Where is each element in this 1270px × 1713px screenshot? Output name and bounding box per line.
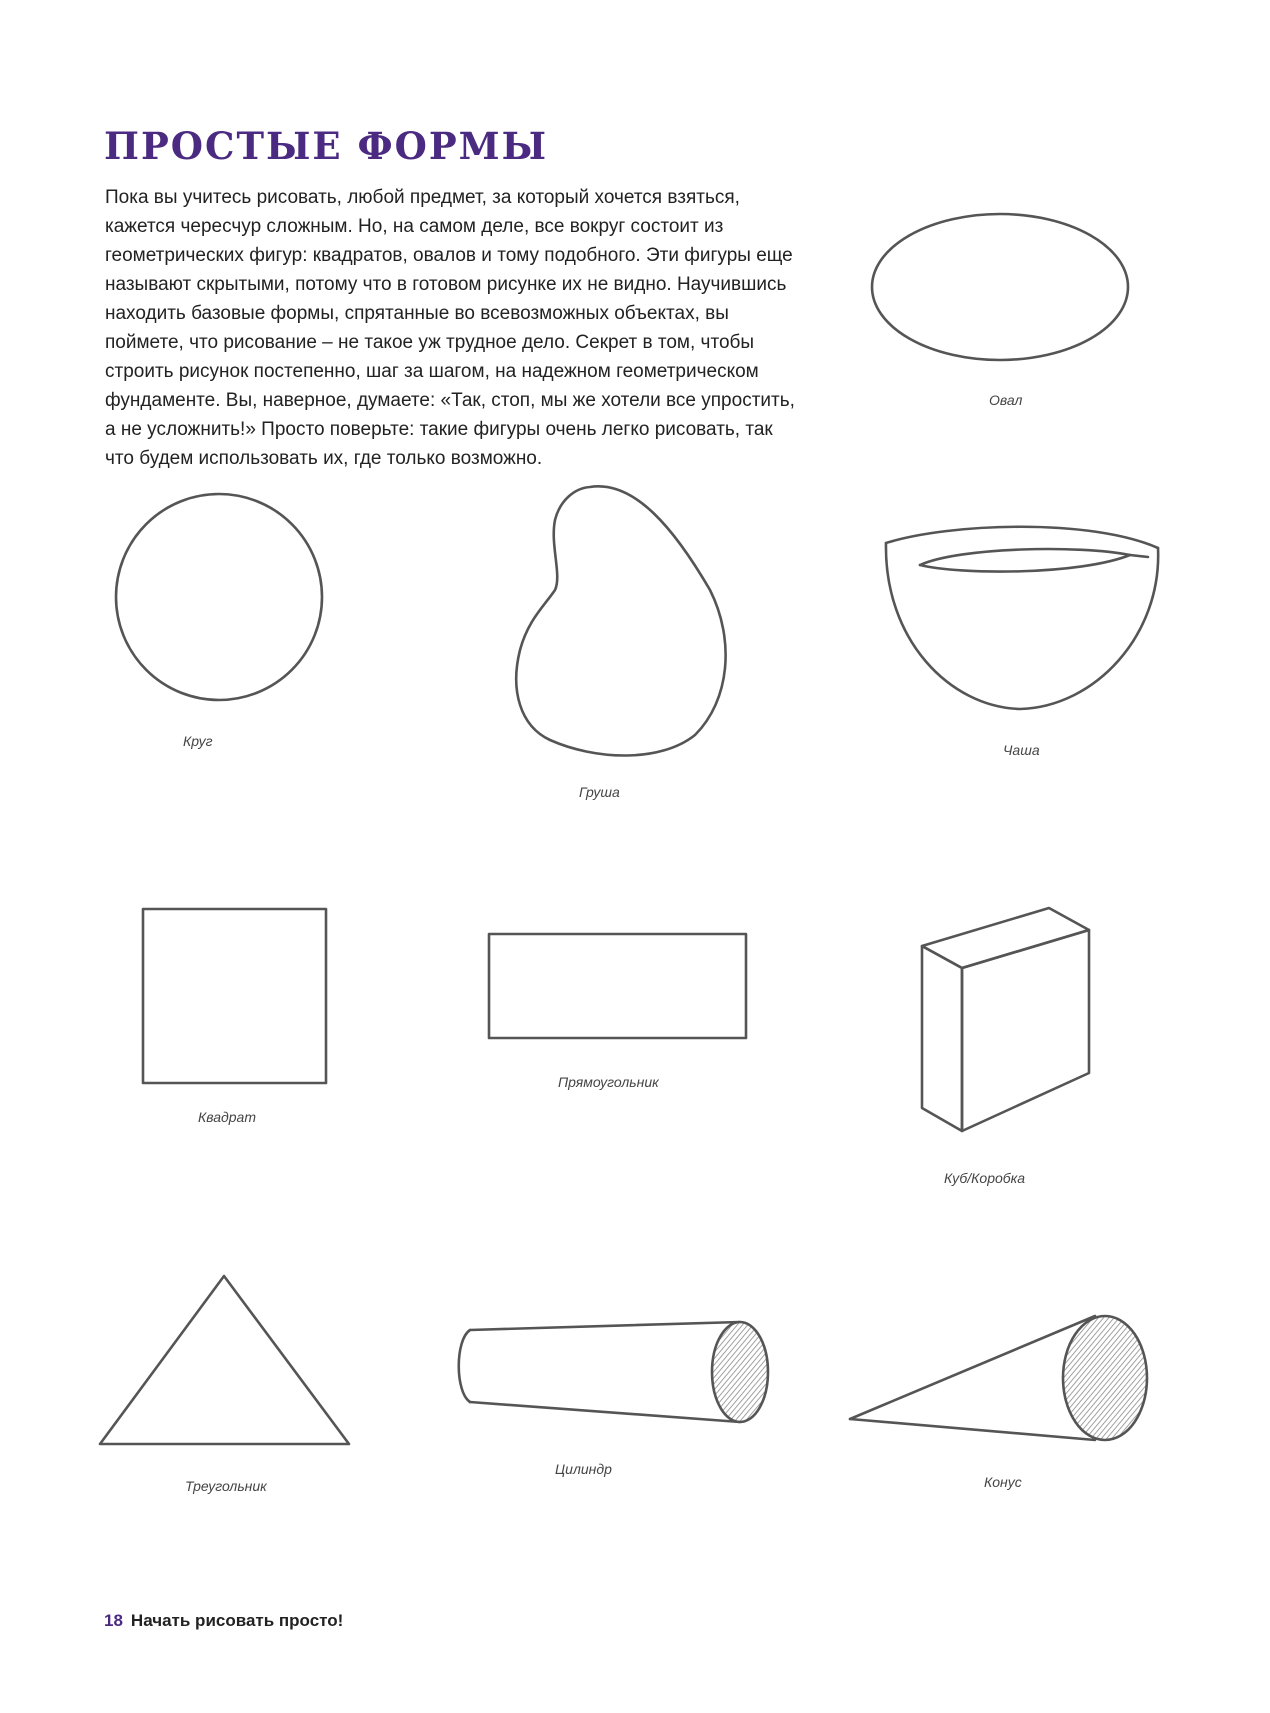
intro-line: фундаменте. Вы, наверное, думаете: «Так, стоп, мы же хотели все упростить,	[105, 390, 795, 411]
intro-line: строить рисунок постепенно, шаг за шагом, на надежном геометрическом	[105, 361, 759, 382]
caption-square: Квадрат	[198, 1109, 257, 1125]
caption-triangle: Треугольник	[185, 1478, 267, 1494]
rectangle-drawing	[489, 934, 746, 1038]
cylinder-drawing	[459, 1322, 768, 1422]
page-title: ПРОСТЫЕ ФОРМЫ	[104, 124, 549, 168]
intro-line: геометрических фигур: квадратов, овалов и тому подобного. Эти фигуры еще	[105, 245, 793, 266]
intro-line: что будем использовать их, где только возможно.	[105, 448, 543, 469]
caption-cylinder: Цилиндр	[555, 1461, 612, 1477]
intro-line: а не усложнить!» Просто поверьте: такие фигуры очень легко рисовать, так	[105, 419, 773, 440]
circle-drawing	[116, 494, 322, 700]
intro-line: находить базовые формы, спрятанные во всевозможных объектах, вы	[105, 303, 729, 324]
book-title: Начать рисовать просто!	[130, 1611, 344, 1630]
triangle-drawing	[100, 1276, 349, 1444]
square-drawing	[143, 909, 326, 1083]
page-number: 18	[104, 1611, 123, 1630]
intro-line: называют скрытыми, потому что в готовом рисунке их не видно. Научившись	[105, 274, 787, 295]
caption-cube: Куб/Коробка	[944, 1170, 1026, 1186]
cube-drawing	[922, 908, 1089, 1131]
caption-pear: Груша	[579, 784, 620, 800]
caption-cone: Конус	[984, 1474, 1022, 1490]
caption-rectangle: Прямоугольник	[558, 1074, 659, 1090]
intro-line: кажется чересчур сложным. Но, на самом деле, все вокруг состоит из	[105, 216, 724, 237]
oval-drawing	[872, 214, 1128, 360]
bowl-drawing	[886, 527, 1158, 709]
intro-line: Пока вы учитесь рисовать, любой предмет, за который хочется взяться,	[105, 187, 740, 208]
cone-drawing	[850, 1316, 1147, 1440]
caption-bowl: Чаша	[1003, 742, 1040, 758]
intro-line: поймете, что рисование – не такое уж трудное дело. Секрет в том, чтобы	[105, 332, 755, 353]
caption-circle: Круг	[183, 733, 213, 749]
pear-drawing	[516, 486, 725, 755]
page-footer	[104, 1611, 343, 1631]
caption-oval: Овал	[989, 392, 1023, 408]
